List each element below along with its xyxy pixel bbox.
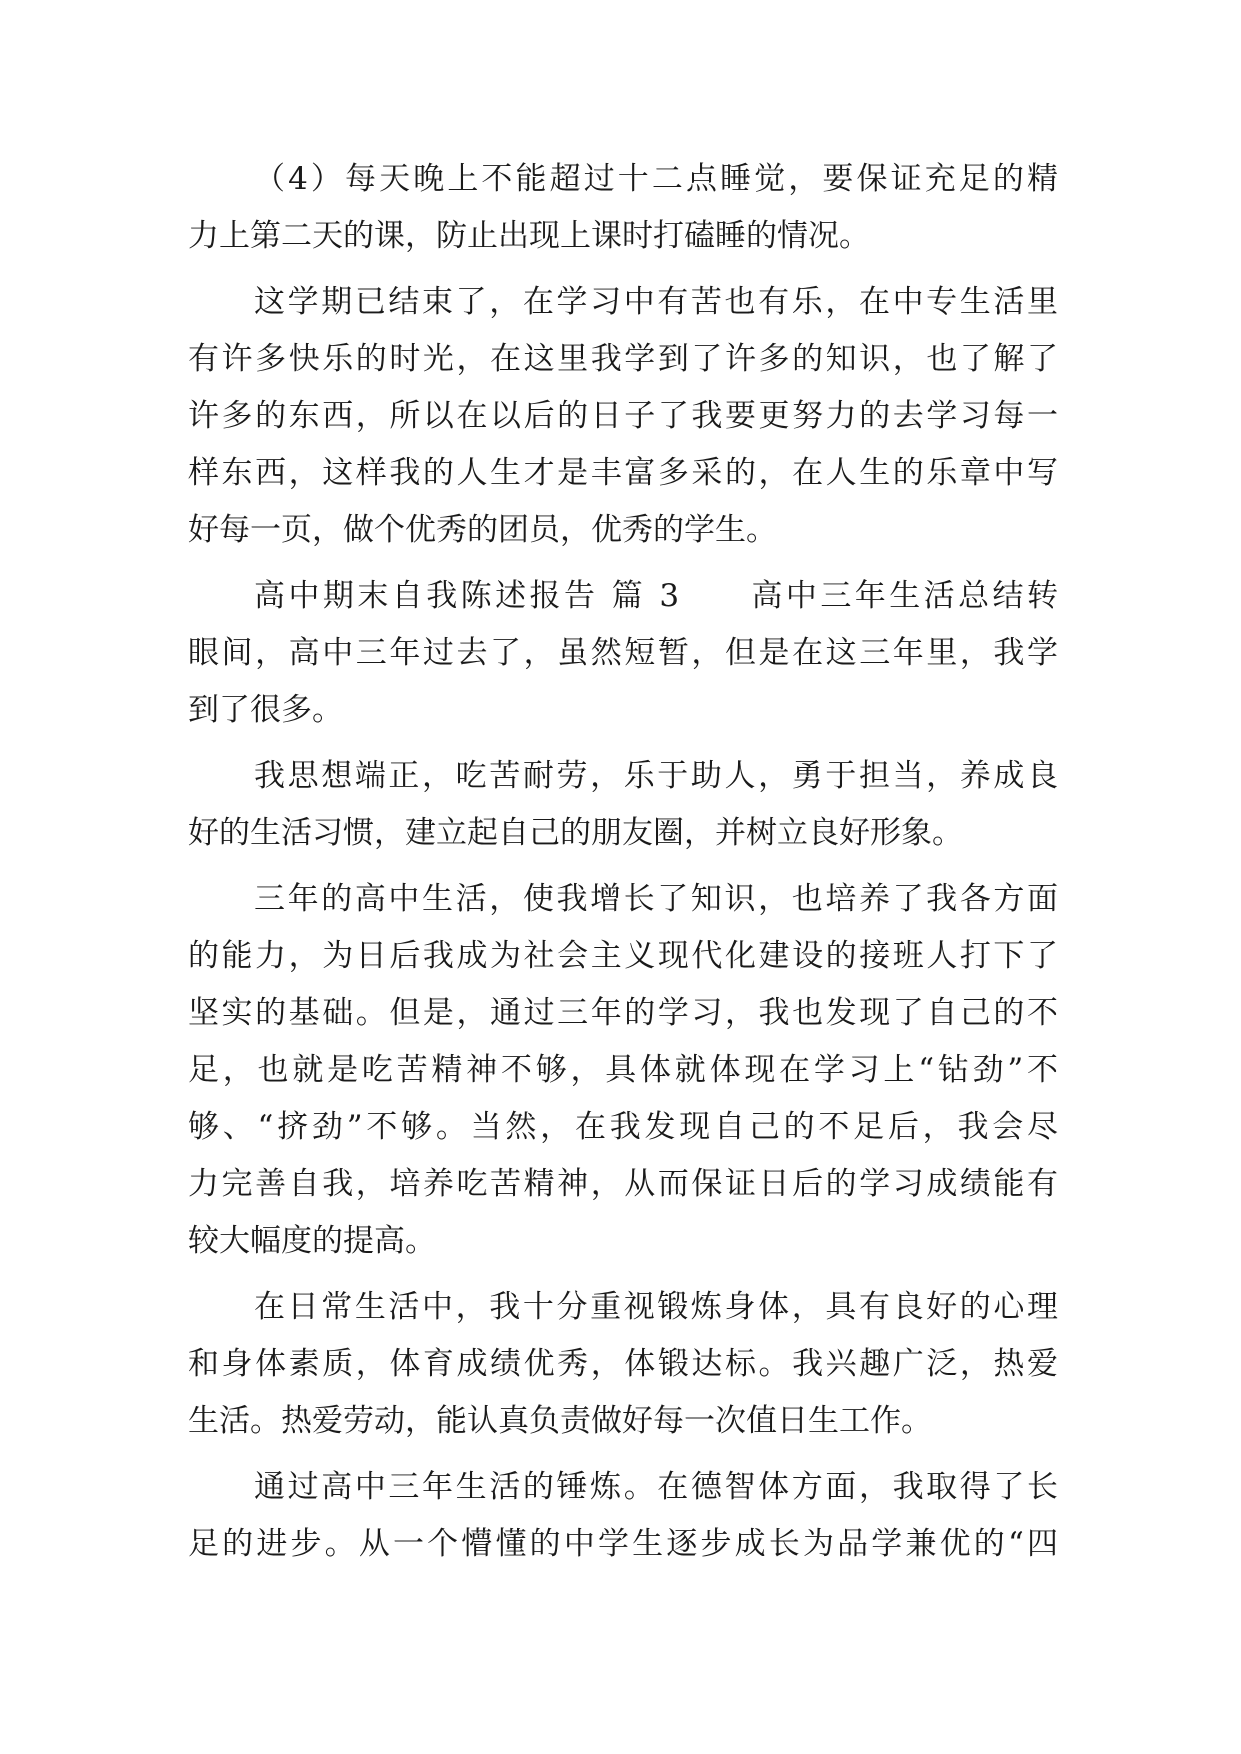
paragraph xyxy=(188,757,1058,852)
text-line: 足，也就是吃苦精神不够，具体就体现在学习上“钻劲”不 xyxy=(188,1052,1058,1088)
text-line: 眼间，高中三年过去了，虽然短暂，但是在这三年里，我学 xyxy=(188,635,1058,671)
paragraph xyxy=(188,880,1058,1260)
text-line: 较大幅度的提高。 xyxy=(188,1223,436,1259)
text-line: 和身体素质，体育成绩优秀，体锻达标。我兴趣广泛，热爱 xyxy=(188,1346,1058,1382)
text-line: 这学期已结束了，在学习中有苦也有乐，在中专生活里 xyxy=(254,284,1058,320)
paragraph xyxy=(188,1468,1058,1563)
text-line: 坚实的基础。但是，通过三年的学习，我也发现了自己的不 xyxy=(188,995,1058,1031)
text-line: 力上第二天的课，防止出现上课时打磕睡的情况。 xyxy=(188,218,870,254)
text-line: 足的进步。从一个懵懂的中学生逐步成长为品学兼优的“四 xyxy=(188,1526,1058,1562)
text-line: 到了很多。 xyxy=(188,692,343,728)
text-line: 样东西，这样我的人生才是丰富多采的，在人生的乐章中写 xyxy=(188,455,1058,491)
text-line: 许多的东西，所以在以后的日子了我要更努力的去学习每一 xyxy=(188,398,1058,434)
text-line: （4）每天晚上不能超过十二点睡觉，要保证充足的精 xyxy=(254,161,1058,197)
document-body xyxy=(188,160,1058,1563)
section-heading-line: 高中期末自我陈述报告 篇 3 高中三年生活总结转 xyxy=(254,578,1058,614)
text-line: 够、“挤劲”不够。当然，在我发现自己的不足后，我会尽 xyxy=(188,1109,1058,1145)
paragraph xyxy=(188,1288,1058,1440)
text-line: 力完善自我，培养吃苦精神，从而保证日后的学习成绩能有 xyxy=(188,1166,1058,1202)
text-line: 好的生活习惯，建立起自己的朋友圈，并树立良好形象。 xyxy=(188,815,963,851)
text-line: 的能力，为日后我成为社会主义现代化建设的接班人打下了 xyxy=(188,938,1058,974)
paragraph xyxy=(188,160,1058,255)
paragraph xyxy=(188,283,1058,549)
text-line: 三年的高中生活，使我增长了知识，也培养了我各方面 xyxy=(254,881,1058,917)
text-line: 好每一页，做个优秀的团员，优秀的学生。 xyxy=(188,512,777,548)
paragraph xyxy=(188,577,1058,729)
text-line: 通过高中三年生活的锤炼。在德智体方面，我取得了长 xyxy=(254,1469,1058,1505)
text-line: 在日常生活中，我十分重视锻炼身体，具有良好的心理 xyxy=(254,1289,1058,1325)
text-line: 有许多快乐的时光，在这里我学到了许多的知识，也了解了 xyxy=(188,341,1058,377)
text-line: 生活。热爱劳动，能认真负责做好每一次值日生工作。 xyxy=(188,1403,932,1439)
text-line: 我思想端正，吃苦耐劳，乐于助人，勇于担当，养成良 xyxy=(254,758,1058,794)
